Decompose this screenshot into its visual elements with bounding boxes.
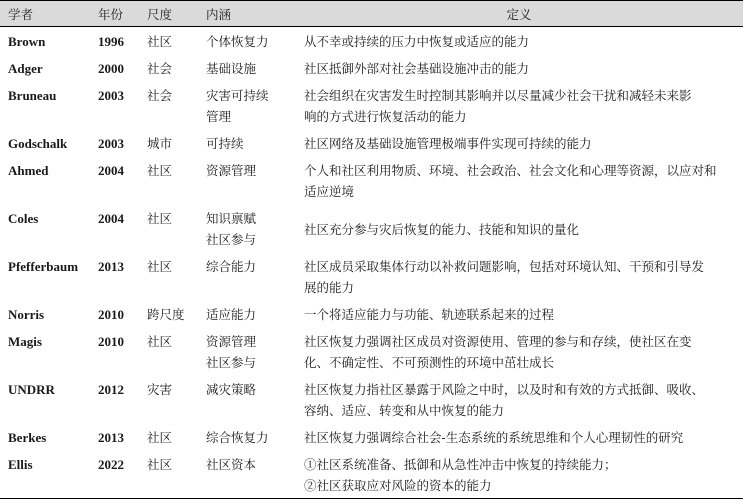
definition-line: 社会组织在灾害发生时控制其影响并以尽量减少社会干扰和减轻未来影	[304, 88, 692, 103]
cell-year: 2000	[98, 61, 124, 76]
table-row	[0, 81, 743, 129]
cell-connotation	[198, 423, 295, 450]
header-author: 学者	[0, 1, 90, 27]
definition-line: 社区网络及基础设施管理极端事件实现可持续的能力	[304, 136, 592, 151]
cell-year: 2013	[98, 430, 124, 445]
connotation-line: 灾害可持续	[206, 88, 269, 103]
cell-scale: 灾害	[147, 382, 173, 397]
header-connotation: 内涵	[198, 1, 295, 27]
table-header	[0, 1, 743, 27]
cell-connotation	[198, 54, 295, 81]
connotation-line: 适应能力	[206, 307, 257, 322]
cell-scale: 社区	[147, 163, 173, 178]
definition-line: 一个将适应能力与功能、轨迹联系起来的过程	[304, 307, 555, 322]
table-row	[0, 423, 743, 450]
cell-connotation	[198, 375, 295, 423]
cell-year: 2022	[90, 450, 139, 499]
definition-line: 响的方式进行恢复活动的能力	[304, 109, 467, 124]
connotation-line: 资源管理	[206, 334, 257, 349]
cell-connotation	[198, 327, 295, 375]
table-row	[0, 375, 743, 423]
cell-year: 2013	[98, 259, 124, 274]
cell-definition	[295, 27, 743, 55]
table-row	[0, 300, 743, 327]
table-row	[0, 450, 743, 499]
cell-definition	[295, 81, 743, 129]
cell-scale: 社会	[147, 61, 173, 76]
cell-author: Brown	[8, 34, 46, 49]
definition-line: 社区成员采取集体行动以补救问题影响，包括对环境认知、干预和引导发	[304, 259, 705, 274]
cell-author: Godschalk	[8, 136, 68, 151]
table-row	[0, 129, 743, 156]
cell-year: 1996	[98, 34, 124, 49]
definition-line: 化、不确定性、不可预测性的环境中茁壮成长	[304, 355, 555, 370]
connotation-line: 社区资本	[206, 457, 257, 472]
cell-author: Pfefferbaum	[8, 259, 79, 274]
cell-scale: 社区	[147, 211, 173, 226]
connotation-line: 社区参与	[206, 232, 257, 247]
cell-scale: 跨尺度	[147, 307, 185, 322]
cell-definition	[295, 129, 743, 156]
cell-author: UNDRR	[8, 382, 55, 397]
definition-line: 展的能力	[304, 280, 355, 295]
cell-author: Bruneau	[8, 88, 57, 103]
connotation-line: 可持续	[206, 136, 244, 151]
cell-definition	[295, 156, 743, 204]
definition-line: 个人和社区利用物质、环境、社会政治、社会文化和心理等资源，以应对和	[304, 163, 717, 178]
definition-line: 社区恢复力强调社区成员对资源使用、管理的参与和存续，使社区在变	[304, 334, 692, 349]
cell-year: 2012	[98, 382, 124, 397]
cell-connotation	[198, 252, 295, 300]
table-body	[0, 27, 743, 499]
cell-connotation	[198, 204, 295, 252]
cell-year: 2010	[98, 334, 124, 349]
cell-definition	[295, 327, 743, 375]
connotation-line: 资源管理	[206, 163, 257, 178]
cell-definition	[295, 375, 743, 423]
cell-year: 2003	[98, 88, 124, 103]
table-row	[0, 54, 743, 81]
cell-connotation	[198, 129, 295, 156]
connotation-line: 综合恢复力	[206, 430, 269, 445]
definition-line: ②社区获取应对风险的资本的能力	[304, 478, 492, 493]
cell-scale: 城市	[147, 136, 173, 151]
cell-definition	[295, 252, 743, 300]
connotation-line: 综合能力	[206, 259, 257, 274]
cell-scale: 社区	[147, 34, 173, 49]
definition-line: 容纳、适应、转变和从中恢复的能力	[304, 403, 505, 418]
cell-definition	[295, 423, 743, 450]
cell-author: Magis	[8, 334, 42, 349]
cell-connotation	[198, 300, 295, 327]
connotation-line: 个体恢复力	[206, 34, 269, 49]
connotation-line: 知识禀赋	[206, 211, 257, 226]
cell-scale: 社区	[147, 259, 173, 274]
header-row	[0, 1, 743, 27]
connotation-line: 基础设施	[206, 61, 257, 76]
header-definition: 定义	[295, 1, 743, 27]
cell-definition	[295, 300, 743, 327]
cell-author: Adger	[8, 61, 43, 76]
cell-scale: 社区	[147, 430, 173, 445]
table-row	[0, 252, 743, 300]
cell-year: 2004	[98, 211, 124, 226]
cell-year: 2004	[98, 163, 124, 178]
definition-line: ①社区系统准备、抵御和从急性冲击中恢复的持续能力；	[304, 457, 617, 472]
table-row	[0, 156, 743, 204]
cell-connotation	[198, 450, 295, 499]
definition-line: 社区恢复力强调综合社会-生态系统的系统思维和个人心理韧性的研究	[304, 430, 684, 445]
cell-scale: 社会	[147, 88, 173, 103]
cell-definition	[295, 54, 743, 81]
cell-definition	[295, 204, 743, 252]
header-year: 年份	[90, 1, 139, 27]
cell-connotation	[198, 81, 295, 129]
cell-scale: 社区	[139, 450, 198, 499]
table-row	[0, 204, 743, 252]
table-row	[0, 327, 743, 375]
cell-definition	[295, 450, 743, 499]
definition-line: 从不幸或持续的压力中恢复或适应的能力	[304, 34, 530, 49]
connotation-line: 管理	[206, 109, 232, 124]
cell-author: Berkes	[8, 430, 47, 445]
cell-connotation	[198, 156, 295, 204]
cell-year: 2010	[98, 307, 124, 322]
cell-year: 2003	[98, 136, 124, 151]
cell-scale: 社区	[147, 334, 173, 349]
cell-author: Ahmed	[8, 163, 49, 178]
table-row	[0, 27, 743, 55]
cell-author: Ellis	[0, 450, 90, 499]
definition-line: 社区恢复力指社区暴露于风险之中时，以及时和有效的方式抵御、吸收、	[304, 382, 705, 397]
definition-line: 适应逆境	[304, 184, 355, 199]
cell-author: Coles	[8, 211, 39, 226]
definition-line: 社区充分参与灾后恢复的能力、技能和知识的量化	[304, 221, 580, 237]
cell-author: Norris	[8, 307, 45, 322]
header-scale: 尺度	[139, 1, 198, 27]
connotation-line: 减灾策略	[206, 382, 257, 397]
cell-connotation	[198, 27, 295, 55]
definition-line: 社区抵御外部对社会基础设施冲击的能力	[304, 61, 530, 76]
connotation-line: 社区参与	[206, 355, 257, 370]
